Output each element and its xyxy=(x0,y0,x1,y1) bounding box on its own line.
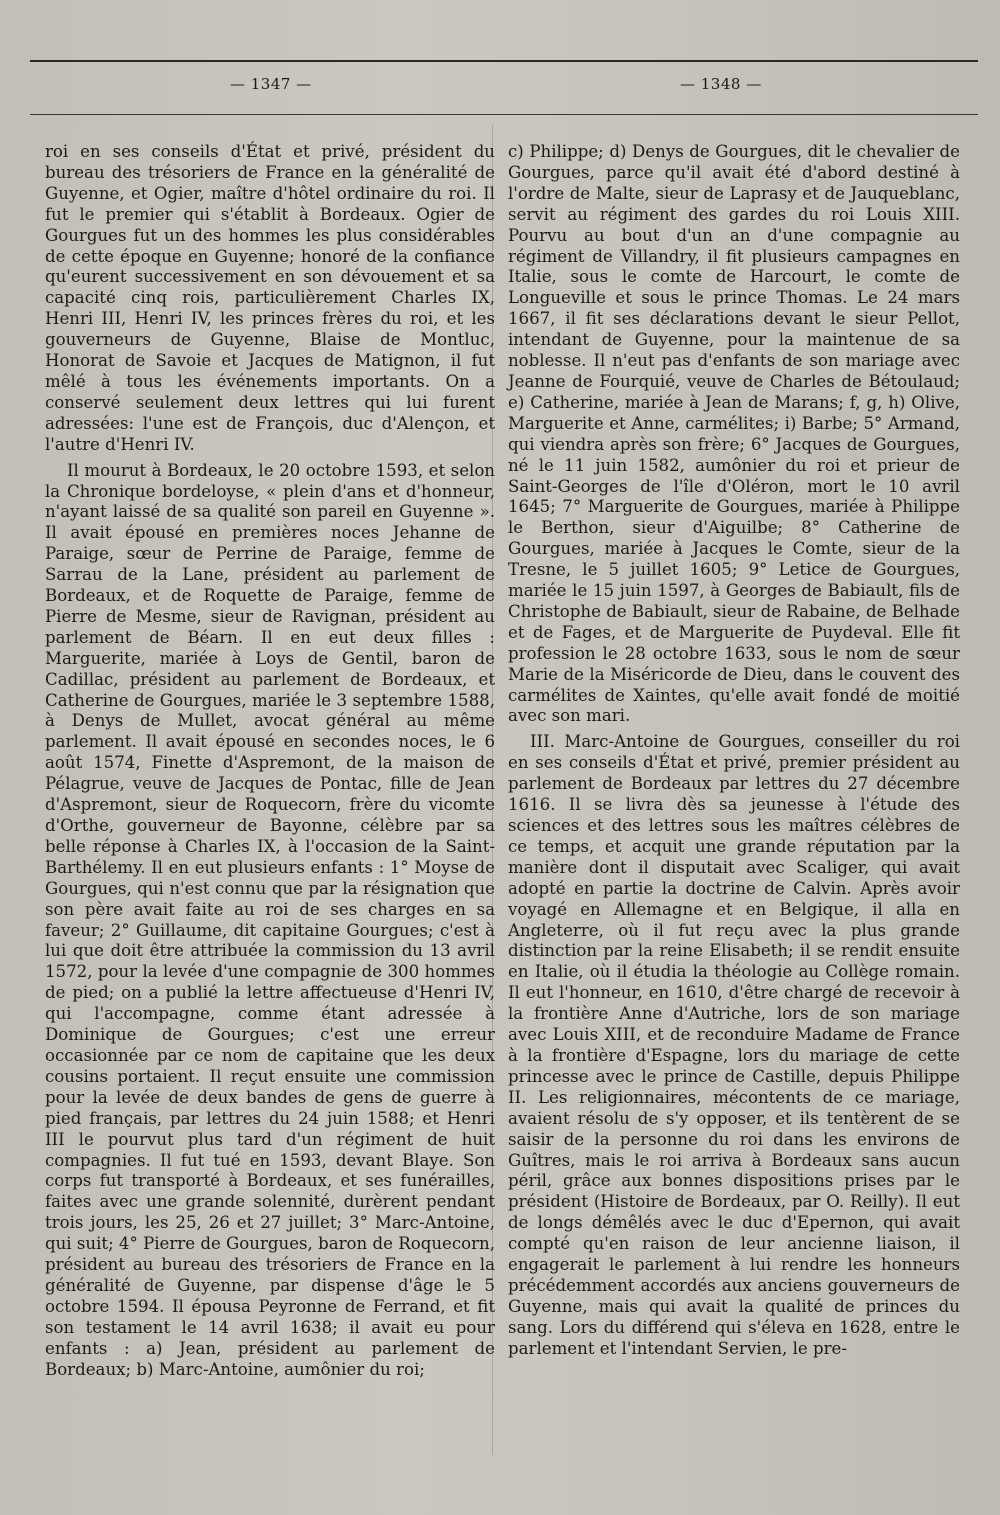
paragraph: Il mourut à Bordeaux, le 20 octobre 1593, et selon la Chronique bordeloyse, « plein d'ans et d'honneur, n'ayant laissé de sa qualité son pareil en Guyenne ». Il avait épousé en premières noces Jehanne de Paraige, sœur de Perrine de Paraige, femme de Sarrau de la Lane, président au parlement de Bordeaux, et de Roquette de Paraige, femme de Pierre de Mesme, sieur de Ravignan, président au parlement de Béarn. Il en eut deux filles : Marguerite, mariée à Loys de Gentil, baron de Cadillac, président au parlement de Bordeaux, et Catherine de Gourgues, mariée le 3 septembre 1588, à Denys de Mullet, avocat général au même parlement. Il avait épousé en secondes noces, le 6 août 1574, Finette d'Aspremont, de la maison de Pélagrue, veuve de Jacques de Pontac, fille de Jean d'Aspremont, sieur de Roquecorn, frère du vicomte d'Orthe, gouverneur de Bayonne, célèbre par sa belle réponse à Charles IX, à l'occasion de la Saint-Barthélemy. Il en eut plusieurs enfants : 1° Moyse de Gourgues, qui n'est connu que par la résignation que son père avait faite au roi de ses charges en sa faveur; 2° Guillaume, dit capitaine Gourgues; c'est à lui que doit être attribuée la commission du 13 avril 1572, pour la levée d'une compagnie de 300 hommes de pied; on a publié la lettre affectueuse d'Henri IV, qui l'accompagne, comme étant adressée à Dominique de Gourgues; c'est une erreur occasionnée par ce nom de capitaine que les deux cousins portaient. Il reçut ensuite une commission pour la levée de deux bandes de gens de guerre à pied français, par lettres du 24 juin 1588; et Henri III le pourvut plus tard d'un régiment de huit compagnies. Il fut tué en 1593, devant Blaye. Son corps fut transporté à Bordeaux, et ses funérailles, faites avec une grande solennité, durèrent pendant trois jours, les 25, 26 et 27 juillet; 3° Marc-Antoine, qui suit; 4° Pierre de Gourgues, baron de Roquecorn, président au bureau des trésoriers de France en la généralité de Guyenne, par dispense d'âge le 5 octobre 1594. Il épousa Peyronne de Ferrand, et fit son testament le 14 avril 1638; il avait eu pour enfants : a) Jean, président au parlement de Bordeaux; b) Marc-Antoine, aumônier du roi; xyxy=(45,460,496,1379)
paragraph: c) Philippe; d) Denys de Gourgues, dit le chevalier de Gourgues, parce qu'il avait été d'abord destiné à l'ordre de Malte, sieur de Laprasy et de Jauqueblanc, servit au régiment des gardes du roi Louis XIII. Pourvu au bout d'un an d'une compagnie au régiment de Villandry, il fit plusieurs campagnes en Italie, sous le comte de Harcourt, le comte de Longueville et sous le prince Thomas. Le 24 mars 1667, il fit ses déclarations devant le sieur Pellot, intendant de Guyenne, pour la maintenue de sa noblesse. Il n'eut pas d'enfants de son mariage avec Jeanne de Fourquié, veuve de Charles de Bétoulaud; e) Catherine, mariée à Jean de Marans; f, g, h) Olive, Marguerite et Anne, carmélites; i) Barbe; 5° Armand, qui viendra après son frère; 6° Jacques de Gourgues, né le 11 juin 1582, aumônier du roi et prieur de Saint-Georges de l'île d'Oléron, mort le 10 avril 1645; 7° Marguerite de Gourgues, mariée à Philippe le Berthon, sieur d'Aiguilbe; 8° Catherine de Gourgues, mariée à Jacques le Comte, sieur de la Tresne, le 5 juillet 1605; 9° Letice de Gourgues, mariée le 15 juin 1597, à Georges de Babiault, fils de Christophe de Babiault, sieur de Rabaine, de Belhade et de Fages, et de Marguerite de Puydeval. Elle fit profession le 28 octobre 1633, sous le nom de sœur Marie de la Miséricorde de Dieu, dans le couvent des carmélites de Xaintes, qu'elle avait fondé de moitié avec son mari. xyxy=(508,142,961,726)
page-number-left: — 1347 — xyxy=(230,75,312,93)
right-column xyxy=(508,142,960,1360)
top-rule xyxy=(30,60,978,62)
paragraph: roi en ses conseils d'État et privé, président du bureau des trésoriers de France en la généralité de Guyenne, et Ogier, maître d'hôtel ordinaire du roi. Il fut le premier qui s'établit à Bordeaux. Ogier de Gourgues fut un des hommes les plus considérables de cette époque en Guyenne; honoré de la confiance qu'eurent successivement en son dévouement et sa capacité cinq rois, particulièrement Charles IX, Henri III, Henri IV, les princes frères du roi, et les gouverneurs de Guyenne, Blaise de Montluc, Honorat de Savoie et Jacques de Matignon, il fut mêlé à tous les événements importants. On a conservé seulement deux lettres qui lui furent adressées: l'une est de François, duc d'Alençon, et l'autre d'Henri IV. xyxy=(45,142,495,454)
page-number-right: — 1348 — xyxy=(680,75,762,93)
paragraph: III. Marc-Antoine de Gourgues, conseiller du roi en ses conseils d'État et privé, premier président au parlement de Bordeaux par lettres du 27 décembre 1616. Il se livra dès sa jeunesse à l'étude des sciences et des lettres sous les maîtres célèbres de ce temps, et acquit une grande réputation par la manière dont il disputait avec Scaliger, qui avait adopté en partie la doctrine de Calvin. Après avoir voyagé en Allemagne et en Belgique, il alla en Angleterre, où il fut reçu avec la plus grande distinction par la reine Elisabeth; il se rendit ensuite en Italie, où il étudia la théologie au Collège romain. Il eut l'honneur, en 1610, d'être chargé de recevoir à la frontière Anne d'Autriche, lors de son mariage avec Louis XIII, et de reconduire Madame de France à la frontière d'Espagne, lors du mariage de cette princesse avec le prince de Castille, depuis Philippe II. Les religionnaires, mécontents de ce mariage, avaient résolu de s'y opposer, et ils tentèrent de se saisir de la personne du roi dans les environs de Guîtres, mais le roi arriva à Bordeaux sans aucun péril, grâce aux bonnes dispositions prises par le président (Histoire de Bordeaux, par O. Reilly). Il eut de longs démêlés avec le duc d'Epernon, qui avait compté qu'en raison de leur ancienne liaison, il engagerait le parlement à lui rendre les honneurs précédemment accordés aux anciens gouverneurs de Guyenne, mais qui avait la qualité de princes du sang. Lors du différend qui s'éleva en 1628, entre le parlement et l'intendant Servien, le pre- xyxy=(508,732,960,1358)
header-rule xyxy=(30,114,978,115)
left-column xyxy=(45,142,495,1380)
